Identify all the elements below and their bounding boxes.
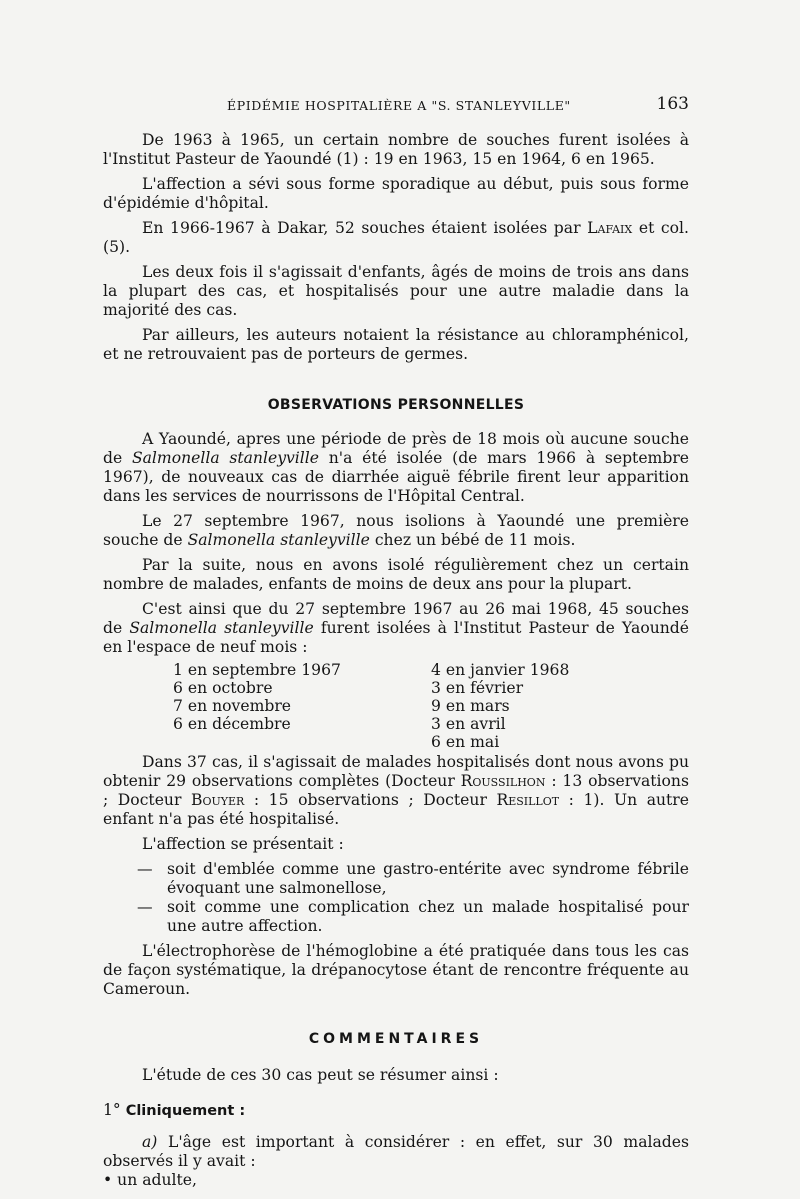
month-row: 6 en décembre bbox=[173, 715, 291, 733]
paragraph bbox=[103, 512, 689, 550]
month-row: 6 en octobre bbox=[173, 679, 273, 697]
dash-item bbox=[103, 860, 689, 898]
text: A Yaoundé, apres une période de près de 18 mois où aucune souche de bbox=[103, 430, 689, 467]
species-name: Salmonella stanleyville bbox=[129, 619, 314, 637]
month-row: 9 en mars bbox=[431, 697, 510, 715]
text: et col. (5). bbox=[103, 219, 690, 256]
species-name: Salmonella stanleyville bbox=[187, 531, 370, 549]
text: chez un bébé de 11 mois. bbox=[369, 531, 576, 549]
paragraph: Par la suite, nous en avons isolé régulièrement chez un certain nombre de malades, enfants de moins de deux ans pour la plupart. bbox=[103, 556, 689, 593]
month-row: 4 en janvier 1968 bbox=[431, 661, 570, 679]
author-name: Roussilhon bbox=[460, 772, 546, 790]
paragraph bbox=[103, 1133, 689, 1171]
month-row: 7 en novembre bbox=[173, 697, 292, 715]
species-name: Salmonella stanleyville bbox=[131, 449, 320, 467]
text: Dans 37 cas, il s'agissait de malades hospitalisés dont nous avons pu obtenir 29 observations complètes (Docteur bbox=[103, 753, 689, 790]
dash-item bbox=[103, 898, 689, 936]
month-row: 3 en février bbox=[431, 679, 524, 697]
subsection-heading bbox=[103, 1101, 689, 1121]
paragraph: L'affection se présentait : bbox=[142, 835, 344, 853]
paragraph bbox=[103, 430, 689, 506]
text: En 1966-1967 à Dakar, 52 souches étaient isolées par bbox=[142, 219, 588, 237]
paragraph bbox=[103, 600, 689, 657]
paragraph: L'étude de ces 30 cas peut se résumer ainsi : bbox=[142, 1066, 499, 1084]
dash-text: soit d'emblée comme une gastro-entérite avec syndrome fébrile évoquant une salmonellose, bbox=[167, 860, 689, 897]
paragraph bbox=[103, 753, 689, 829]
text: L'âge est important à considérer : en effet, sur 30 malades observés il y avait : bbox=[103, 1133, 689, 1170]
paragraph: De 1963 à 1965, un certain nombre de souches furent isolées à l'Institut Pasteur de Yaoundé (1) : 19 en 1963, 15 en 1964, 6 en 1965. bbox=[103, 131, 689, 168]
text: Le 27 septembre 1967, nous isolions à Yaoundé une première souche de bbox=[103, 512, 689, 549]
text: : 15 observations ; Docteur bbox=[244, 791, 497, 809]
bullet-item bbox=[103, 1171, 689, 1190]
paragraph: Les deux fois il s'agissait d'enfants, âgés de moins de trois ans dans la plupart des cas, et hospitalisés pour une autre maladie dans la majorité des cas. bbox=[103, 263, 689, 319]
heading-text: Cliniquement : bbox=[125, 1103, 246, 1119]
month-row: 1 en septembre 1967 bbox=[173, 661, 341, 679]
bullet-marker: • bbox=[103, 1171, 113, 1189]
running-title: ÉPIDÉMIE HOSPITALIÈRE A "S. STANLEYVILLE" bbox=[227, 98, 571, 113]
bullet-text: un adulte, bbox=[117, 1171, 197, 1189]
section-title: OBSERVATIONS PERSONNELLES bbox=[267, 397, 525, 413]
item-label: a) bbox=[142, 1133, 158, 1151]
author-name: Resillot bbox=[496, 791, 560, 809]
paragraph: L'affection a sévi sous forme sporadique au début, puis sous forme d'épidémie d'hôpital. bbox=[103, 175, 689, 212]
month-row: 3 en avril bbox=[431, 715, 506, 733]
paragraph: Par ailleurs, les auteurs notaient la résistance au chloramphénicol, et ne retrouvaient pas de porteurs de germes. bbox=[103, 326, 689, 363]
author-name: Bouyer bbox=[190, 791, 245, 809]
months-left-column bbox=[173, 661, 431, 751]
running-header bbox=[103, 96, 689, 118]
text: : 13 observations ; Docteur bbox=[103, 772, 689, 809]
dash-text: soit comme une complication chez un malade hospitalisé pour une autre affection. bbox=[167, 898, 689, 935]
months-right-column bbox=[431, 661, 689, 751]
dash-marker: — bbox=[137, 898, 153, 916]
dash-marker: — bbox=[137, 860, 153, 878]
author-name: Lafaix bbox=[587, 219, 633, 237]
paragraph: L'électrophorèse de l'hémoglobine a été pratiquée dans tous les cas de façon systématique, la drépanocytose étant de rencontre fréquente au Cameroun. bbox=[103, 942, 689, 998]
section-title: COMMENTAIRES bbox=[308, 1031, 484, 1047]
monthly-counts bbox=[173, 661, 689, 751]
text: n'a été isolée (de mars 1966 à septembre 1967), de nouveaux cas de diarrhée aiguë fébrile firent leur apparition dans les services de nourrissons de l'Hôpital Central. bbox=[103, 449, 690, 505]
month-row: 6 en mai bbox=[431, 733, 500, 751]
page bbox=[103, 96, 689, 1190]
paragraph bbox=[103, 219, 689, 257]
heading-number: 1° bbox=[103, 1101, 121, 1119]
text: C'est ainsi que du 27 septembre 1967 au 26 mai 1968, 45 souches de bbox=[103, 600, 689, 637]
text: furent isolées à l'Institut Pasteur de Yaoundé en l'espace de neuf mois : bbox=[103, 619, 689, 656]
text: : 1). Un autre enfant n'a pas été hospitalisé. bbox=[103, 791, 689, 828]
page-number: 163 bbox=[656, 94, 689, 114]
